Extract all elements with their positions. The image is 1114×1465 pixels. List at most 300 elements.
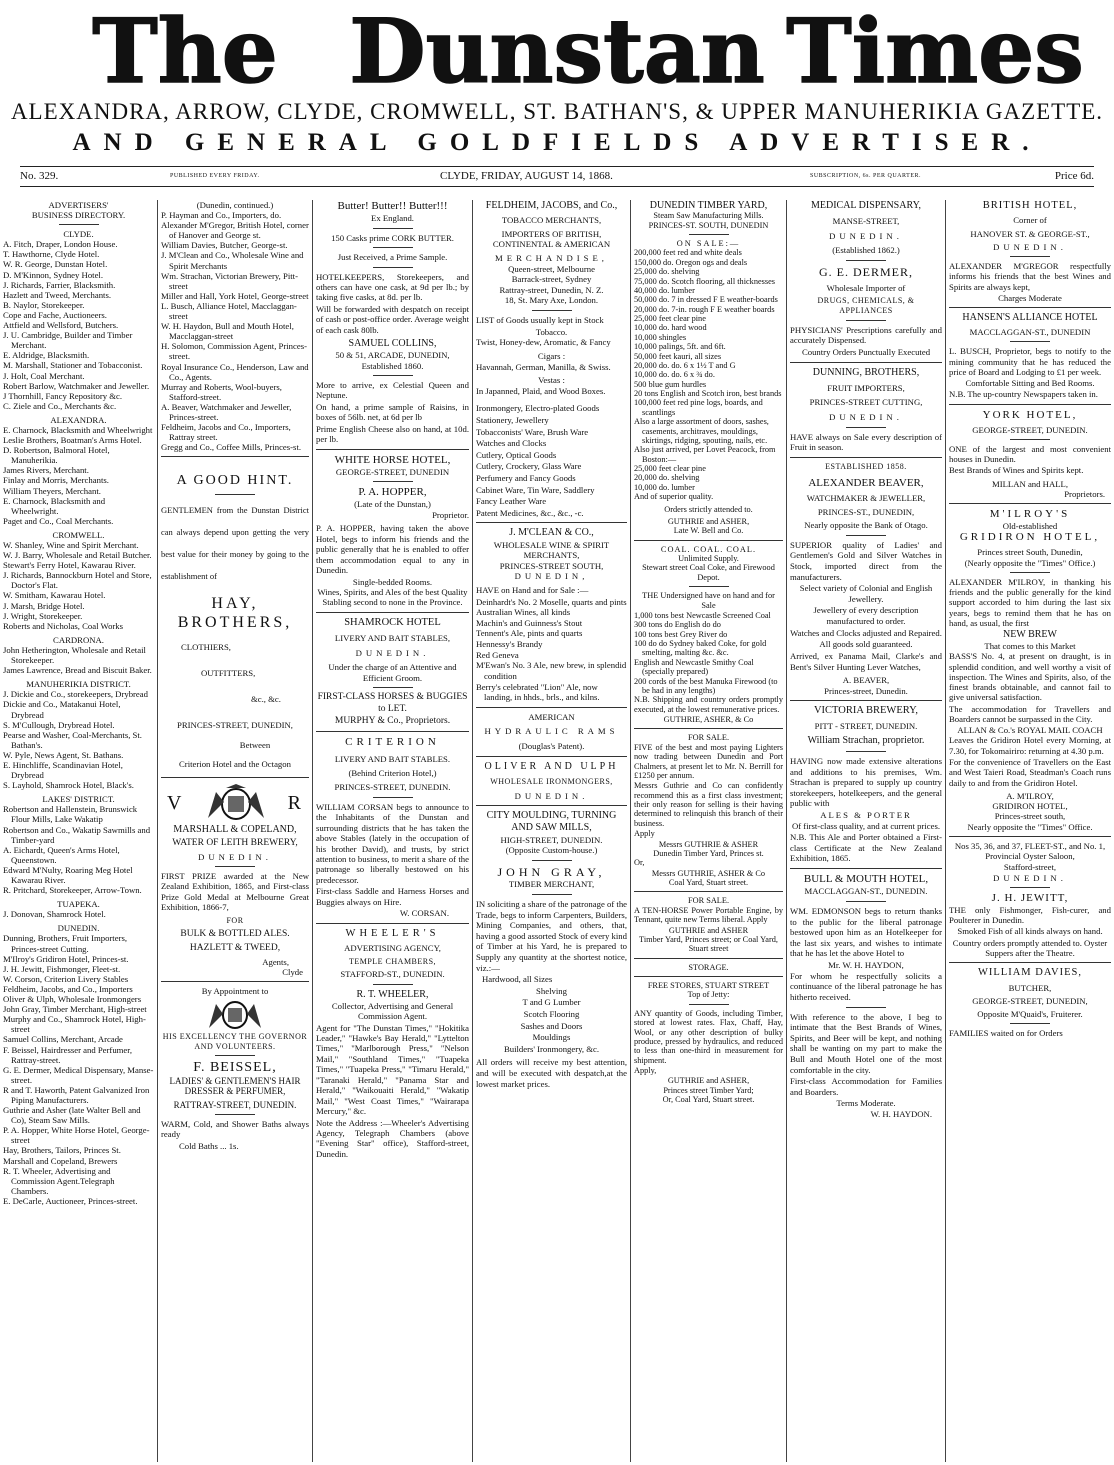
directory-heading: ADVERTISERS' — [48, 200, 109, 210]
davies-butcher: BUTCHER, — [1008, 982, 1052, 993]
bull-mouth-reference: With reference to the above, I beg to intimate that the Best Brands of Wines, Spirits, and Beer will be kept, and nothing shall be wanting on my part to make the Bull and Mouth Hotel one of the most comfortable in the city. — [790, 1011, 942, 1075]
storage-apply: Apply, — [634, 1066, 657, 1076]
wood-item: Mouldings — [532, 1032, 571, 1043]
list-item: H. Solomon, Commission Agent, Princes-street. — [161, 341, 308, 362]
for-sale-heading-2: FOR SALE. — [687, 896, 730, 906]
separator — [1010, 341, 1050, 342]
rule — [634, 728, 783, 729]
dunning-dunedin: DUNEDIN. — [829, 411, 903, 422]
masthead-svg — [0, 6, 1114, 98]
timber-late: Late W. Bell and Co. — [673, 526, 744, 536]
hopper-proprietor: Proprietor. — [432, 509, 469, 520]
shamrock-groom: Under the charge of an Attentive and Efficient Groom. — [328, 662, 457, 683]
feldheim-vestas-label: Vestas : — [538, 375, 565, 386]
butter-heading: Butter! Butter!! Butter!!! — [337, 200, 448, 212]
list-item: Finlay and Morris, Merchants. — [3, 475, 109, 486]
feldheim-cigars-label: Cigars : — [537, 350, 566, 361]
list-item: G. E. Dermer, Medical Dispensary, Manse-street. — [3, 1064, 154, 1085]
list-item: Edward M'Nulty, Roaring Meg Hotel Kawarau River. — [3, 864, 133, 885]
dermer-physicians: PHYSICIANS' Prescriptions carefully and accurately Dispensed. — [790, 324, 942, 346]
goods-item: Cabinet Ware, Tin Ware, Saddlery — [476, 484, 595, 495]
lighters-coal-yard: Coal Yard, Stuart street. — [668, 878, 749, 888]
british-dunedin: DUNEDIN. — [993, 241, 1067, 252]
separator — [373, 375, 413, 376]
collins-established: Established 1860. — [361, 360, 424, 371]
hopper-stabling: Stabling second to none in the Province. — [322, 597, 463, 608]
list-item: Dickie and Co., Matakanui Hotel, Drybread — [3, 699, 121, 720]
timber-yard-heading: DUNEDIN TIMBER YARD, — [649, 200, 768, 211]
john-gray-text: IN soliciting a share of the patronage of the Trade, begs to inform Carpenters, Builders, Mining Companies, and others, that, having a good assorted Stock of every kind of Timber at his Yard, he is prepared to Supply any quantity at the shortest notice, viz.:— — [476, 898, 628, 973]
milroy-market: That comes to this Market — [984, 641, 1076, 652]
issue-line — [20, 170, 1094, 184]
storage-yard: Princes street Timber Yard; — [663, 1085, 754, 1095]
victoria-heading: VICTORIA BREWERY, — [813, 705, 919, 717]
rule — [634, 958, 783, 959]
sale-item: 150,000 do. Oregon ogs and deals — [634, 257, 748, 267]
list-item: Feldheim, Jacobs and Co., Importers, Rattray street. — [161, 422, 291, 443]
john-gray-trade: TIMBER MERCHANT, — [508, 879, 595, 890]
collins-address: 50 & 51, ARCADE, DUNEDIN, — [335, 350, 450, 361]
column-2 — [158, 200, 312, 1462]
sale-item: And of superior quality. — [634, 492, 714, 502]
list-item: J. Donovan, Shamrock Hotel. — [3, 909, 106, 920]
wheeler-temple: TEMPLE CHAMBERS, — [348, 956, 437, 966]
york-text: ONE of the largest and most convenient houses in Dunedin. — [949, 443, 1111, 465]
list-item: Marshall and Copeland, Brewers — [3, 1155, 118, 1166]
list-item: Murray and Roberts, Wool-buyers, Stafford-street. — [161, 381, 282, 402]
hay-between: Between — [239, 740, 271, 751]
list-item: Murphy and Co., Shamrock Hotel, High-street — [3, 1014, 146, 1035]
list-item: Robertson and Hallenstein, Brunswick Flour Mills, Lake Wakatip — [3, 804, 138, 825]
rule — [476, 805, 627, 806]
sale-item: 20,000 do. shelving — [634, 473, 700, 483]
separator — [373, 481, 413, 482]
separator — [373, 267, 413, 268]
hopper-name: P. A. HOPPER, — [358, 486, 427, 499]
mc-dunedin: DUNEDIN. — [198, 852, 272, 863]
oliver-ulph: OLIVER AND ULPH — [484, 760, 619, 772]
royal-arms-icon — [206, 784, 266, 822]
list-item: R. T. Wheeler, Advertising and Commission Agent.Telegraph Chambers. — [3, 1165, 115, 1196]
goods-item: Tobacconists' Ware, Brush Ware — [476, 426, 589, 437]
spacer — [161, 461, 309, 473]
coal-unlimited: Unlimited Supply. — [678, 554, 739, 564]
issue-rule — [20, 186, 1094, 187]
on-sale: ON SALE:— — [676, 239, 741, 249]
wheeler-agent-for: Agent for "The Dunstan Times," "Hokitika Leader," "Hawke's Bay Herald," "Lyttelton Times," "Marlborough Press," "Nelson Mail," "Southland Times," "Tuapeka Times," "Tuapeka Press," "Timaru Herald," "Taranaki Herald," "Panama Star and Herald," "Waikouaiti Herald," "Wakatip Mail," "West Coast Times," "Wairarapa Mercury," &c. — [316, 1022, 469, 1117]
dunning-text: HAVE always on Sale every description of Fruit in season. — [790, 431, 942, 453]
mclean-street: PRINCES-STREET SOUTH, — [499, 560, 604, 571]
separator — [373, 687, 413, 688]
timber-yard-steam: Steam Saw Manufacturing Mills. — [653, 211, 764, 221]
shamrock-heading: SHAMROCK HOTEL — [344, 616, 441, 628]
masthead-word-the: The — [92, 6, 278, 98]
milroy-convenience: For the convenience of Travellers on the East and West Taieri Road, Steadman's Coach runs daily to and from the Gridiron Hotel. — [949, 756, 1111, 788]
milroy-heading: M'ILROY'S — [989, 508, 1071, 521]
price: Price 6d. — [1054, 170, 1094, 182]
list-item: Roberts and Nicholas, Coal Works — [3, 620, 124, 631]
coal-heading: COAL. COAL. COAL. — [660, 544, 757, 554]
rule — [949, 962, 1111, 963]
list-item: Wm. Strachan, Victorian Brewery, Pitt-street — [161, 270, 298, 291]
dermer-importer: Wholesale Importer of — [826, 282, 906, 293]
separator — [846, 320, 886, 321]
jewitt-dunedin: DUNEDIN. — [993, 872, 1067, 883]
mc-agents-name: HAZLETT & TWEED, — [189, 942, 281, 953]
list-item: A. Beaver, Watchmaker and Jeweller, Princes-street. — [161, 401, 292, 422]
list-item: D. M'Kinnon, Sydney Hotel. — [3, 269, 104, 280]
list-item: John Hetherington, Wholesale and Retail Storekeeper. — [3, 644, 146, 666]
list-item: P. A. Hopper, White Horse Hotel, George-street — [3, 1125, 150, 1146]
beissel-name: F. BEISSEL, — [193, 1059, 277, 1075]
vr-v: V — [167, 791, 182, 814]
criterion-livery: LIVERY AND BAIT STABLES. — [334, 753, 451, 764]
sale-item: 20,000 do. 7-in. rough F E weather boards — [634, 304, 775, 314]
british-street: HANOVER ST. & GEORGE-ST., — [970, 228, 1090, 239]
list-item: Hay, Brothers, Tailors, Princes St. — [3, 1145, 121, 1156]
list-item: R. Pritchard, Storekeeper, Arrow-Town. — [3, 885, 142, 896]
storage-heading: STORAGE. — [688, 962, 729, 972]
sale-item: 500 blue gum hurdles — [634, 379, 707, 389]
beaver-select: Select variety of Colonial and English Jewellery. — [799, 583, 933, 604]
section-dunedin: DUNEDIN. — [57, 923, 100, 934]
mc-bulk: BULK & BOTTLED ALES. — [180, 928, 290, 939]
goods-item: Fancy Leather Ware — [476, 496, 547, 507]
rams-hydraulic: HYDRAULIC RAMS — [484, 726, 619, 737]
storage-guthrie: GUTHRIE and ASHER, — [667, 1076, 750, 1086]
coal-nb: N.B. Shipping and country orders promptly executed, at the lowest remunerative prices. — [634, 695, 783, 714]
wheeler-stafford: STAFFORD-ST., DUNEDIN. — [340, 969, 445, 980]
sale-item: 40,000 do. lumber — [634, 285, 695, 295]
list-item: T. Hawthorne, Clyde Hotel. — [3, 249, 100, 260]
rule — [161, 777, 309, 778]
wood-item: T and G Lumber — [522, 997, 581, 1008]
list-item: Robertson and Co., Wakatip Sawmills and Timber-yard — [3, 824, 151, 845]
for-sale-heading: FOR SALE. — [687, 733, 730, 743]
hay-clothiers: CLOTHIERS, — [181, 642, 231, 653]
beaver-arrived: Arrived, ex Panama Mail, Clarke's and Bent's Silver Hunting Lever Watches, — [790, 650, 942, 672]
british-heading: BRITISH HOTEL, — [982, 200, 1078, 211]
list-item: Guthrie and Asher (late Walter Bell and Co), Steam Saw Mills. — [3, 1105, 141, 1126]
feldheim-twist: Twist, Honey-dew, Aromatic, & Fancy — [476, 337, 611, 348]
shamrock-dunedin: DUNEDIN. — [355, 647, 430, 658]
separator — [532, 894, 572, 895]
list-item: S. M'Cullough, Drybread Hotel. — [3, 719, 115, 730]
separator — [215, 1114, 255, 1115]
rule — [949, 836, 1111, 837]
list-item: J. H. Jewitt, Fishmonger, Fleet-st. — [3, 963, 121, 974]
butter-ex: Ex England. — [371, 213, 414, 224]
section-cardrona: CARDRONA. — [53, 634, 104, 645]
coal-depot: Stewart street Coal Coke, and Firewood Depot. — [642, 563, 775, 582]
mc-clyde: Clyde — [282, 967, 303, 978]
jewitt-name: J. H. JEWITT, — [991, 891, 1069, 904]
list-item: Alexander M'Gregor, British Hotel, corner of Hanover and George st. — [161, 220, 309, 241]
sale-item: 20,000 do. do. 6 x 1½ T and G — [634, 360, 736, 370]
issue-number: No. 329. — [20, 170, 59, 182]
list-item: James Rivers, Merchant. — [3, 465, 89, 476]
beissel-governor: HIS EXCELLENCY THE GOVERNOR AND VOLUNTEERS. — [162, 1032, 308, 1051]
columns — [0, 200, 1114, 1465]
goods-item: Patent Medicines, &c., &c., -c. — [476, 507, 584, 518]
list-item: J. U. Cambridge, Builder and Timber Merchant. — [3, 330, 133, 351]
list-item: Miller and Hall, York Hotel, George-street — [161, 290, 309, 301]
shamrock-murphy: MURPHY & Co., Proprietors. — [334, 715, 451, 726]
milroy-new-brew: NEW BREW — [1003, 629, 1057, 641]
beissel-appointment: By Appointment to — [201, 986, 269, 997]
column-6 — [787, 200, 945, 1462]
rule — [476, 756, 627, 757]
storage-stores: FREE STORES, STUART STREET — [647, 981, 770, 991]
sale-item: 75,000 do. Scotch flooring, all thicknesses — [634, 276, 776, 286]
jewitt-smoked: Smoked Fish of all kinds always on hand. — [957, 926, 1103, 937]
rule — [634, 540, 783, 541]
sale-item: 25,000 feet clear pine — [634, 314, 706, 324]
separator — [215, 866, 255, 867]
stock-item: Machin's and Guinness's Stout — [476, 617, 583, 628]
feldheim-list: LIST of Goods usually kept in Stock — [476, 315, 604, 326]
butter-cork: 150 Casks prime CORK BUTTER. — [331, 232, 454, 243]
davies-name: WILLIAM DAVIES, — [977, 967, 1083, 979]
sale-item: Also a large assortment of doors, sashes, casements, architraves, mouldings, skirtings, ridging, spouting, nails, etc. — [634, 417, 769, 445]
mclean-have: HAVE on Hand and for Sale :— — [476, 585, 589, 596]
rule — [790, 700, 942, 701]
beaver-street: PRINCES-ST., DUNEDIN, — [817, 506, 915, 517]
list-item: E. Hinchliffe, Scandinavian Hotel, Drybread — [3, 759, 123, 781]
dunning-fruit: FRUIT IMPORTERS, — [827, 382, 905, 393]
column-4 — [473, 200, 630, 1462]
mclean-dunedin: DUNEDIN, — [514, 571, 589, 582]
subscription: SUBSCRIPTION, 6s. PER QUARTER. — [810, 173, 921, 179]
list-item: Samuel Collins, Merchant, Arcade — [3, 1034, 123, 1045]
davies-opposite: Opposite M'Quaid's, Fruiterer. — [977, 1009, 1083, 1020]
beaver-trade: WATCHMAKER & JEWELLER, — [806, 492, 926, 503]
list-item: Stewart's Ferry Hotel, Kawarau River. — [3, 560, 136, 571]
sale-item: 10,000 palings, 5ft. and 6ft. — [634, 342, 726, 352]
oliver-ironmongers: WHOLESALE IRONMONGERS, — [490, 776, 613, 786]
beaver-near: Nearly opposite the Bank of Otago. — [804, 520, 928, 531]
bull-mouth-street: MACCLAGGAN-ST., DUNEDIN. — [804, 886, 928, 897]
hansen-heading: HANSEN'S ALLIANCE HOTEL — [962, 312, 1098, 324]
victoria-quality: Of first-class quality, and at current prices. — [791, 820, 941, 831]
butter-just: Just Received, a Prime Sample. — [337, 252, 448, 263]
beissel-address: RATTRAY-STREET, DUNEDIN. — [173, 1099, 297, 1110]
white-horse-street: GEORGE-STREET, DUNEDIN — [335, 466, 450, 477]
beissel-cold-baths: Cold Baths ... 1s. — [179, 1140, 239, 1151]
vr-r: R — [287, 791, 301, 814]
bull-mouth-edmonson: WM. EDMONSON begs to return thanks to the public for the liberal patronage bestowed upon him as an Hotelkeeper for the last six years, and wishes to intimate that he has let the above Hotel to — [790, 906, 942, 959]
coal-guthrie: GUTHRIE, ASHER, & Co — [663, 715, 754, 725]
mc-agents: Agents, — [262, 956, 289, 967]
sale-item: 10,000 shingles — [634, 332, 687, 342]
list-item: E. Charnock, Blacksmith and Wheelwright — [3, 424, 153, 435]
beaver-jewellery: Jewellery of every description manufactured to order. — [813, 605, 919, 627]
oliver-dunedin: DUNEDIN. — [514, 790, 589, 801]
list-clyde — [3, 239, 154, 411]
list-item: E. DeCarle, Auctioneer, Princes-street. — [3, 1195, 138, 1206]
list-item: P. Hayman and Co., Importers, do. — [161, 210, 282, 221]
feldheim-cigars: Havannah, German, Manilla, & Swiss. — [476, 361, 611, 372]
engine-yard: Timber Yard, Princes street; or Coal Yard, Stuart street — [639, 934, 778, 954]
separator — [1010, 887, 1050, 888]
sale-item: Also just arrived, per Lovet Peacock, from Boston:— — [634, 445, 776, 464]
separator — [846, 260, 886, 261]
milroy-nearly-2: Nearly opposite the "Times" Office. — [967, 821, 1093, 832]
masthead-word-dunstan: Dunstan — [349, 6, 765, 98]
dermer-drugs: DRUGS, CHEMICALS, & APPLIANCES — [817, 296, 915, 315]
coal-item: 200 cords of the best Manuka Firewood (to be had in any lengths) — [634, 676, 778, 695]
hansen-busch: L. BUSCH, Proprietor, begs to notify to the mining community that he has reduced the price of Board and Lodging to £1 per week. — [949, 346, 1111, 377]
list-item: W. H. Haydon, Bull and Mouth Hotel, Macclaggan-street — [161, 321, 294, 342]
list-item: William Theyers, Merchant. — [3, 485, 101, 496]
list-item: Dunning, Brothers, Fruit Importers, Princes-street Cutting. — [3, 933, 128, 954]
sale-item: 25,000 feet clear pine — [634, 464, 706, 474]
beaver-watches: Watches and Clocks adjusted and Repaired. — [790, 627, 942, 638]
sale-item: 100,000 feet red pine logs, boards, and scantlings — [634, 398, 763, 417]
list-item: Attfield and Wellsford, Butchers. — [3, 320, 119, 331]
wood-item: Shelving — [536, 985, 567, 996]
wood-item: Sashes and Doors — [520, 1020, 583, 1031]
milroy-gridiron: GRIDIRON HOTEL, — [959, 531, 1101, 544]
list-item: S. Layhold, Shamrock Hotel, Black's. — [3, 780, 134, 791]
separator — [689, 586, 729, 587]
york-heading: YORK HOTEL, — [982, 408, 1078, 421]
coal-item: 300 tons do English do do — [634, 620, 721, 630]
list-item: J. Wright, Storekeeper. — [3, 610, 83, 621]
dunning-cutting: PRINCES-STREET CUTTING, — [809, 397, 923, 408]
timber-strict: Orders strictly attended to. — [664, 504, 753, 514]
bull-mouth-accommodation: First-class Accommodation for Families and Boarders. — [790, 1076, 942, 1097]
advertiser-line: AND GENERAL GOLDFIELDS ADVERTISER. — [72, 129, 1042, 156]
british-text: ALEXANDER M'GREGOR respectfully informs his friends that the best Wines and Spirits are always kept, — [949, 261, 1111, 292]
wheeler-agency: ADVERTISING AGENCY, — [344, 943, 441, 954]
butter-despatch: Will be forwarded with despatch on receipt of cash or post-office order. Average weight of each cask 80lb. — [316, 303, 469, 335]
beaver-name: ALEXANDER BEAVER, — [808, 476, 924, 489]
john-gray-orders: All orders will receive my best attention, and will be executed with despatch,at the lowest market prices. — [476, 1057, 627, 1089]
goods-item: Cutlery, Crockery, Glass Ware — [476, 461, 582, 472]
wood-item: Hardwood, all Sizes — [482, 974, 553, 985]
wood-item: Builders' Ironmongery, &c. — [503, 1043, 600, 1054]
jewitt-orders: Country orders promptly attended to. Oyster Suppers after the Theatre. — [952, 937, 1108, 958]
separator — [373, 797, 413, 798]
coal-item: English and Newcastle Smithy Coal (specially prepared) — [634, 657, 754, 677]
list-item: John Gray, Timber Merchant, High-street — [3, 1004, 147, 1015]
lighters-apply: Apply — [634, 829, 655, 839]
wheeler-name: R. T. WHEELER, — [356, 988, 429, 1000]
stock-item: Red Geneva — [476, 649, 519, 660]
bull-mouth-signature: W. H. HAYDON. — [870, 1109, 932, 1119]
royal-arms-block — [161, 782, 309, 824]
milroy-street-2: Princes-street south, — [994, 811, 1066, 822]
stock-item: M'Ewan's No. 3 Ale, new brew, in splendid condition — [476, 660, 627, 681]
list-item: E. Charnock, Blacksmith and Wheelwright. — [3, 495, 106, 516]
wood-item: Scotch Flooring — [523, 1009, 580, 1020]
hopper-late: (Late of the Dunstan,) — [354, 499, 431, 510]
section-clyde: CLYDE. — [63, 229, 94, 240]
list-item: William Davies, Butcher, George-st. — [161, 240, 288, 251]
rule — [949, 307, 1111, 308]
john-gray: JOHN GRAY, — [497, 864, 606, 879]
storage-text: ANY quantity of Goods, including Timber, stored at lowest rates. Flax, Chaff, Hay, Wool, or any other description of bulky produce, pressed by hydraulics, and reduced to less than one-third in measurement for shipment. — [634, 1008, 783, 1065]
coal-item: 1,000 tons best Newcastle Screened Coal — [634, 610, 771, 620]
victoria-street: PITT - STREET, DUNEDIN. — [814, 721, 918, 732]
separator — [373, 228, 413, 229]
medical-heading: MEDICAL DISPENSARY, — [810, 200, 922, 211]
list-item: M'Ilroy's Gridiron Hotel, Princes-st. — [3, 953, 129, 964]
hay-brothers: HAY, BROTHERS, — [177, 594, 293, 631]
beaver-goods: All goods sold guaranteed. — [819, 639, 913, 650]
victoria-text: HAVING now made extensive alterations and additions to his premises, Wm. Strachan is prepared to supply up country storekeepers, hotelkeepers, and the general public with — [790, 755, 942, 809]
wheeler-heading: WHEELER'S — [345, 927, 440, 939]
feldheim-addr-3: Rattray-street, Dunedin, N. Z. — [499, 284, 604, 295]
milroy-signature: A. M'ILROY, — [1006, 790, 1054, 801]
rule — [161, 456, 309, 457]
separator — [846, 427, 886, 428]
sale-item: 10,000 do. lumber — [634, 482, 695, 492]
section-manuherikia: MANUHERIKIA DISTRICT. — [26, 679, 131, 690]
engine-text: A TEN-HORSE Power Portable Engine, by Tennant, quite new Terms liberal. Apply — [634, 905, 783, 925]
feldheim-tobacco-label: Tobacco. — [535, 326, 568, 337]
jewitt-nos: Nos 35, 36, and 37, FLEET-ST., and No. 1, Provincial Oyster Saloon, — [954, 840, 1106, 862]
stock-item: Tennent's Ale, pints and quarts — [476, 628, 583, 639]
beaver-superior: SUPERIOR quality of Ladies' and Gentlemen's Gold and Silver Watches in Stock, imported direct from the manufacturers. — [790, 539, 942, 582]
stock-item: Australian Wines, all kinds — [476, 607, 571, 618]
york-millan: MILLAN and HALL, — [992, 478, 1068, 489]
corsan-signature: W. CORSAN. — [399, 908, 449, 919]
list-item: B. Naylor, Storekeeper. — [3, 299, 85, 310]
mclean-name: J. M'CLEAN & CO., — [509, 527, 594, 539]
engine-guthrie: GUTHRIE and ASHER — [668, 925, 749, 935]
shamrock-livery: LIVERY AND BAIT STABLES, — [334, 633, 451, 644]
criterion-behind: (Behind Criterion Hotel,) — [348, 767, 437, 778]
butter-hotelkeepers: HOTELKEEPERS, Storekeepers, and others can have one cask, at 9d per lb.; by taking five casks, at 8d. per lb. — [316, 271, 469, 303]
continued-label: (Dunedin, continued.) — [196, 200, 274, 210]
sale-item: 50,000 do. 7 in dressed F E weather-boards — [634, 295, 778, 305]
list-item: J. Dickie and Co., storekeepers, Drybread — [3, 689, 148, 700]
list-item: W. Shanley, Wine and Spirit Merchant. — [3, 540, 139, 550]
separator — [846, 751, 886, 752]
hay-criterion: Criterion Hotel and the Octagon — [179, 758, 291, 769]
york-best: Best Brands of Wines and Spirits kept. — [949, 465, 1084, 476]
goods-item: Ironmongery, Electro-plated Goods — [476, 403, 600, 414]
bull-mouth-terms: Terms Moderate. — [836, 1098, 896, 1109]
list-item: D. Robertson, Balmoral Hotel, Manuherikia. — [3, 445, 110, 466]
rule — [634, 976, 783, 977]
list-item: Pearse and Washer, Coal-Merchants, St. Bathan's. — [3, 729, 142, 750]
top-rule — [20, 166, 1094, 167]
goods-item: Stationery, Jewellery — [476, 414, 549, 425]
list-item: Paget and Co., Coal Merchants. — [3, 515, 114, 526]
list-item: Cope and Fache, Auctioneers. — [3, 309, 107, 320]
wheeler-note: Note the Address :—Wheeler's Advertising Agency, Telegraph Chambers (above "Evening Star" office), Stafford-street, Dunedin. — [316, 1117, 469, 1159]
rule — [316, 923, 469, 924]
storage-jetty: Top of Jetty: — [687, 990, 730, 1000]
milroy-old: Old-established — [1002, 521, 1058, 532]
separator — [846, 1007, 886, 1008]
rule — [949, 404, 1111, 405]
wheeler-collector: Collector, Advertising and General Commission Agent. — [331, 1000, 454, 1022]
hopper-wines: Wines, Spirits, and Ales of the best Quality — [317, 586, 468, 597]
milroy-nearly: (Nearly opposite the "Times" Office.) — [964, 557, 1096, 568]
davies-street: GEORGE-STREET, DUNEDIN, — [972, 995, 1088, 1006]
dateline: CLYDE, FRIDAY, AUGUST 14, 1868. — [440, 170, 613, 182]
criterion-address: PRINCES-STREET, DUNEDIN. — [334, 782, 451, 793]
section-lakes: LAKES' DISTRICT. — [42, 794, 115, 805]
list-item: A. Fitch, Draper, London House. — [3, 239, 118, 250]
rams-american: AMERICAN — [528, 711, 575, 722]
milroy-text: ALEXANDER M'ILROY, in thanking his friends and the public generally for the kind support accorded to him during the last six years, begs to remind them that he has on hand, as usual, the first — [949, 576, 1111, 628]
list-item: J. Marsh, Bridge Hotel. — [3, 600, 85, 611]
